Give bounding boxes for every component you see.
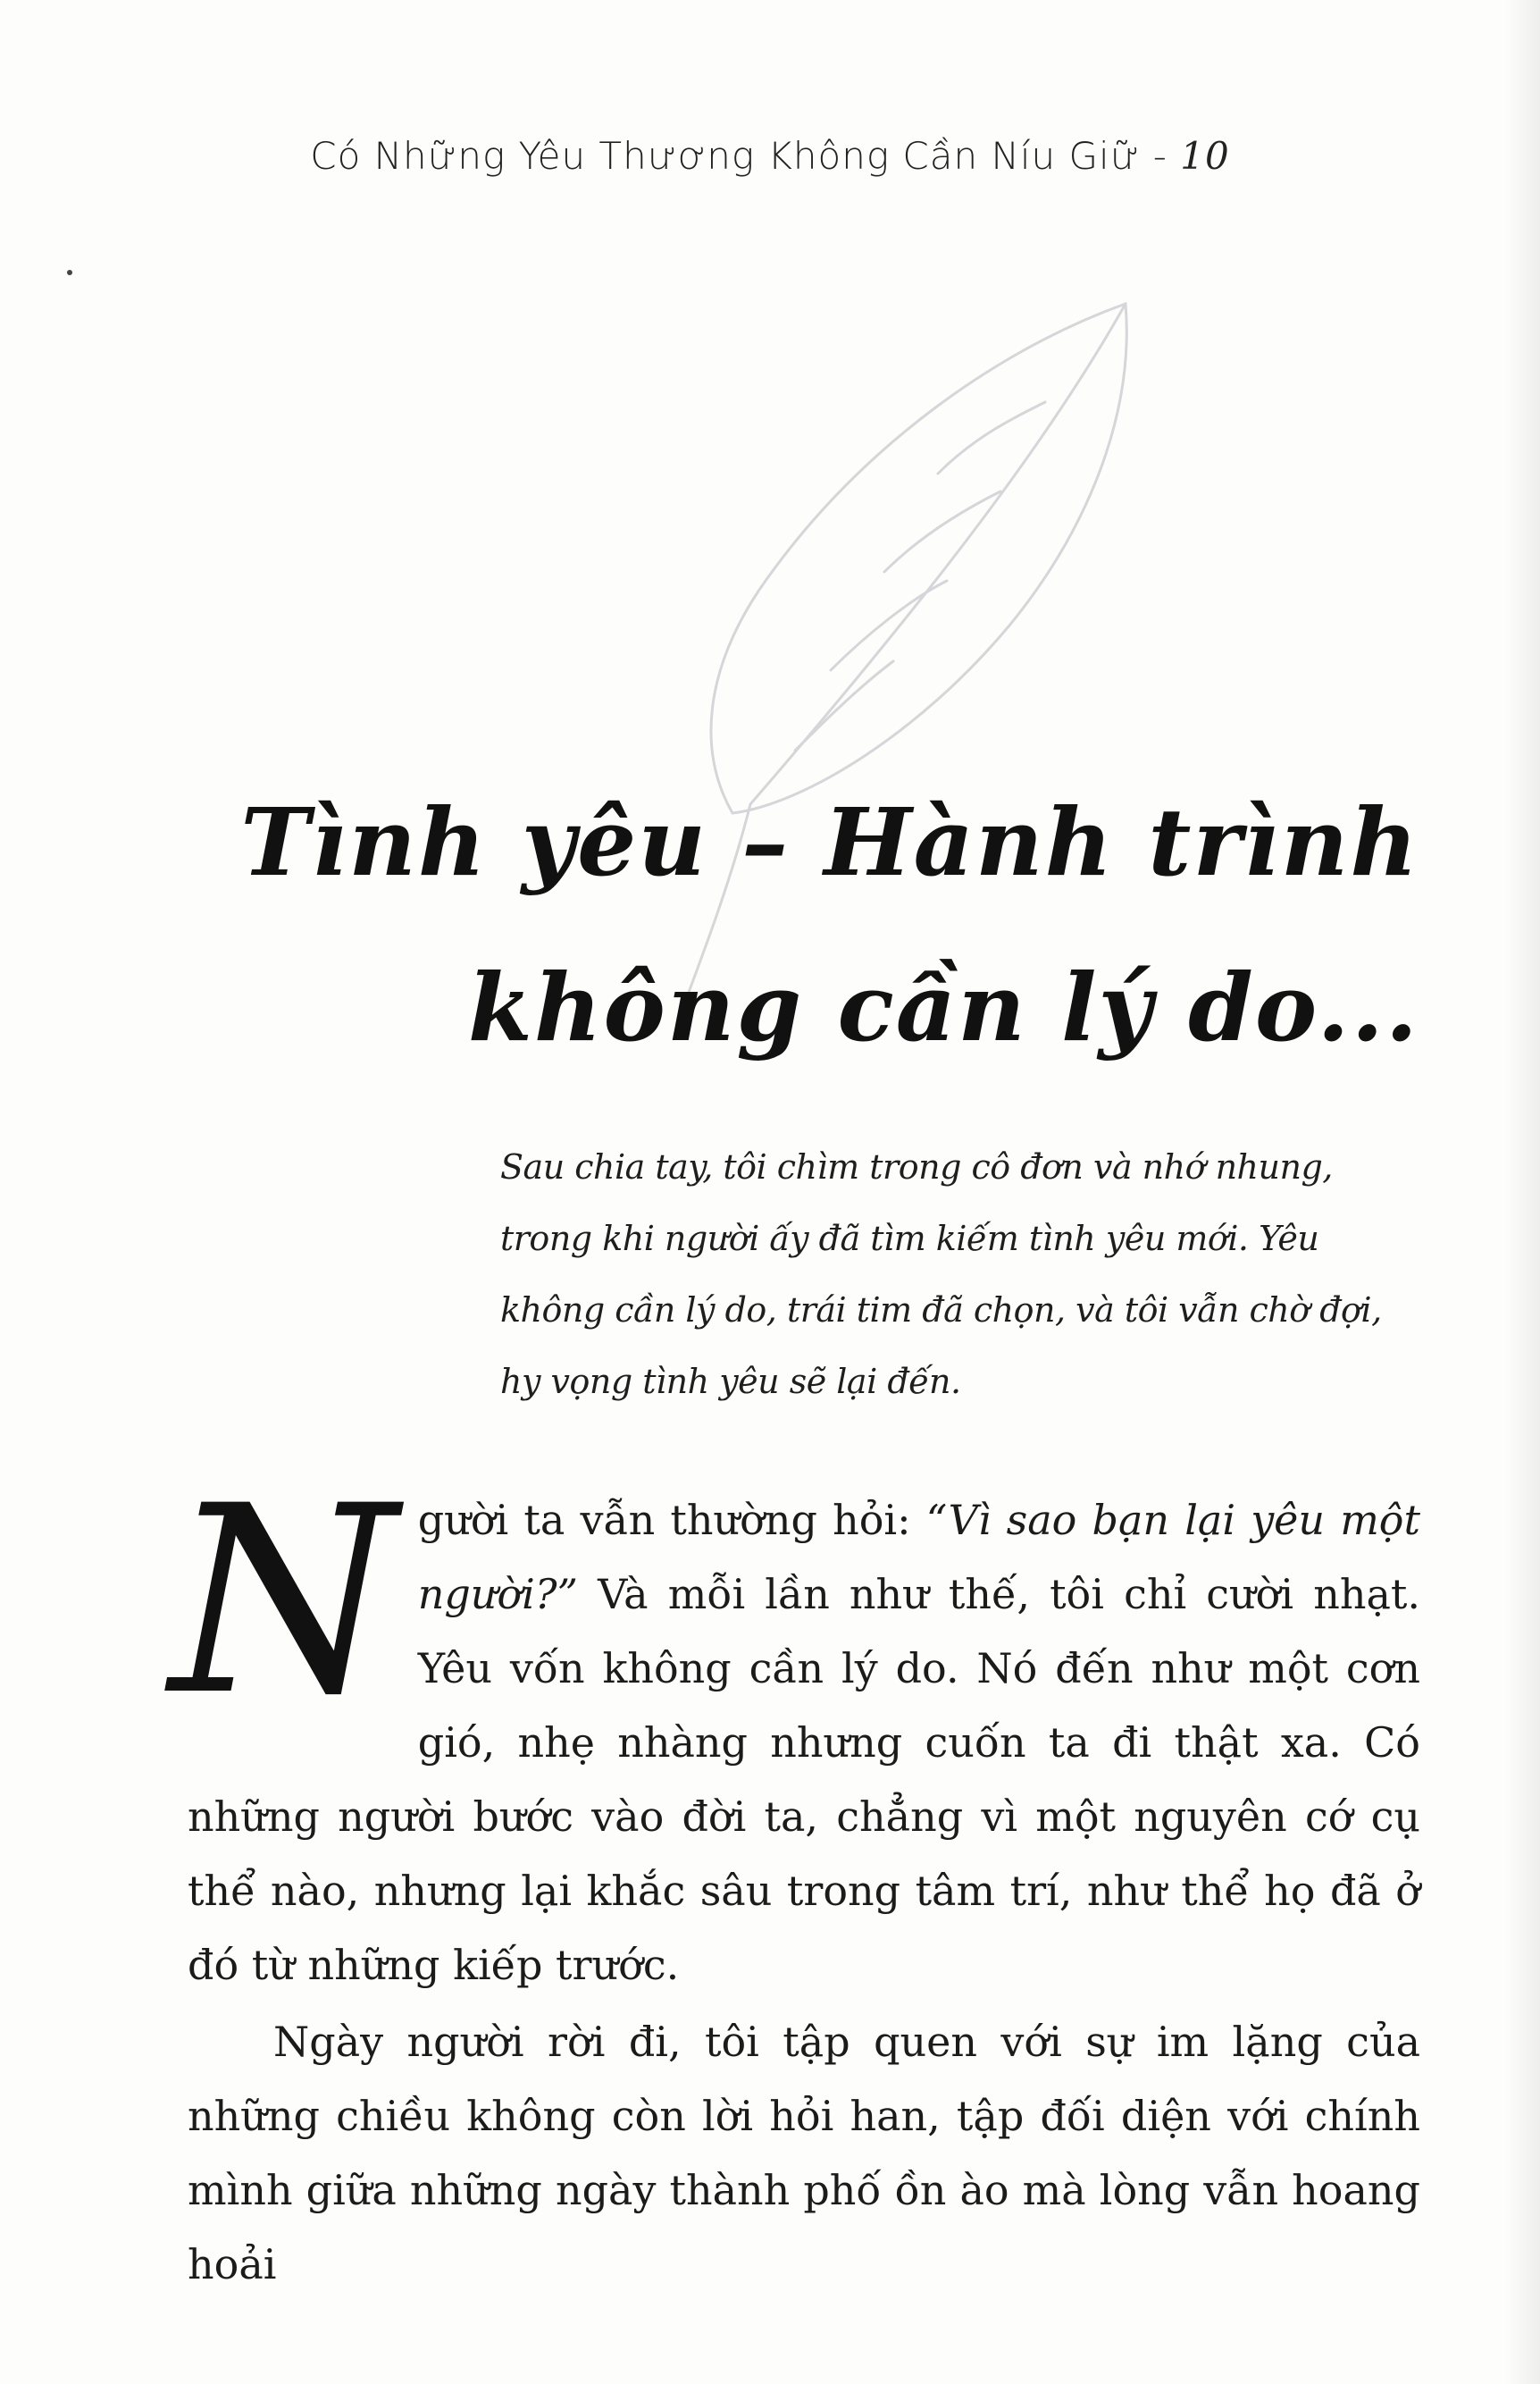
chapter-summary: Sau chia tay, tôi chìm trong cô đơn và nhớ nhung, trong khi người ấy đã tìm kiếm tình yêu mới. Yêu không cần lý do, trái tim đã chọn, và tôi vẫn chờ đợi, hy vọng tình yêu sẽ lại đến. [500, 1147, 1382, 1401]
paragraph-1-start: gười ta vẫn thường hỏi: [417, 1496, 926, 1544]
drop-cap: N [170, 1451, 397, 1752]
header-separator: - [1140, 134, 1181, 178]
book-title: Có Những Yêu Thương Không Cần Níu Giữ [310, 134, 1141, 178]
running-header [0, 134, 1540, 178]
chapter-title [240, 760, 1419, 1090]
chapter-title-line-1: Tình yêu – Hành trình [240, 786, 1419, 897]
stray-ink-dot [67, 270, 72, 275]
paragraph-1-quote: “Vì sao bạn lại yêu một người?” [417, 1496, 1420, 1618]
paragraph-1 [170, 1451, 1420, 2002]
paragraph-1-rest: Và mỗi lần như thế, tôi chỉ cười nhạt. Yêu vốn không cần lý do. Nó đến như một cơn gió, nhẹ nhàng nhưng cuốn ta đi thật xa. Có những người bước vào đời ta, chẳng vì một nguyên cớ cụ thể nào, nhưng lại khắc sâu trong tâm trí, như thể họ đã ở đó từ những kiếp trước. [188, 1570, 1420, 1989]
page-number: 10 [1180, 134, 1230, 178]
chapter-title-line-2: không cần lý do... [467, 952, 1419, 1062]
paragraph-2: Ngày người rời đi, tôi tập quen với sự im lặng của những chiều không còn lời hỏi han, tập đối diện với chính mình giữa những ngày thành phố ồn ào mà lòng vẫn hoang hoải [188, 2018, 1420, 2288]
body-text [170, 1451, 1420, 2304]
page-edge-shadow [1504, 0, 1540, 2384]
